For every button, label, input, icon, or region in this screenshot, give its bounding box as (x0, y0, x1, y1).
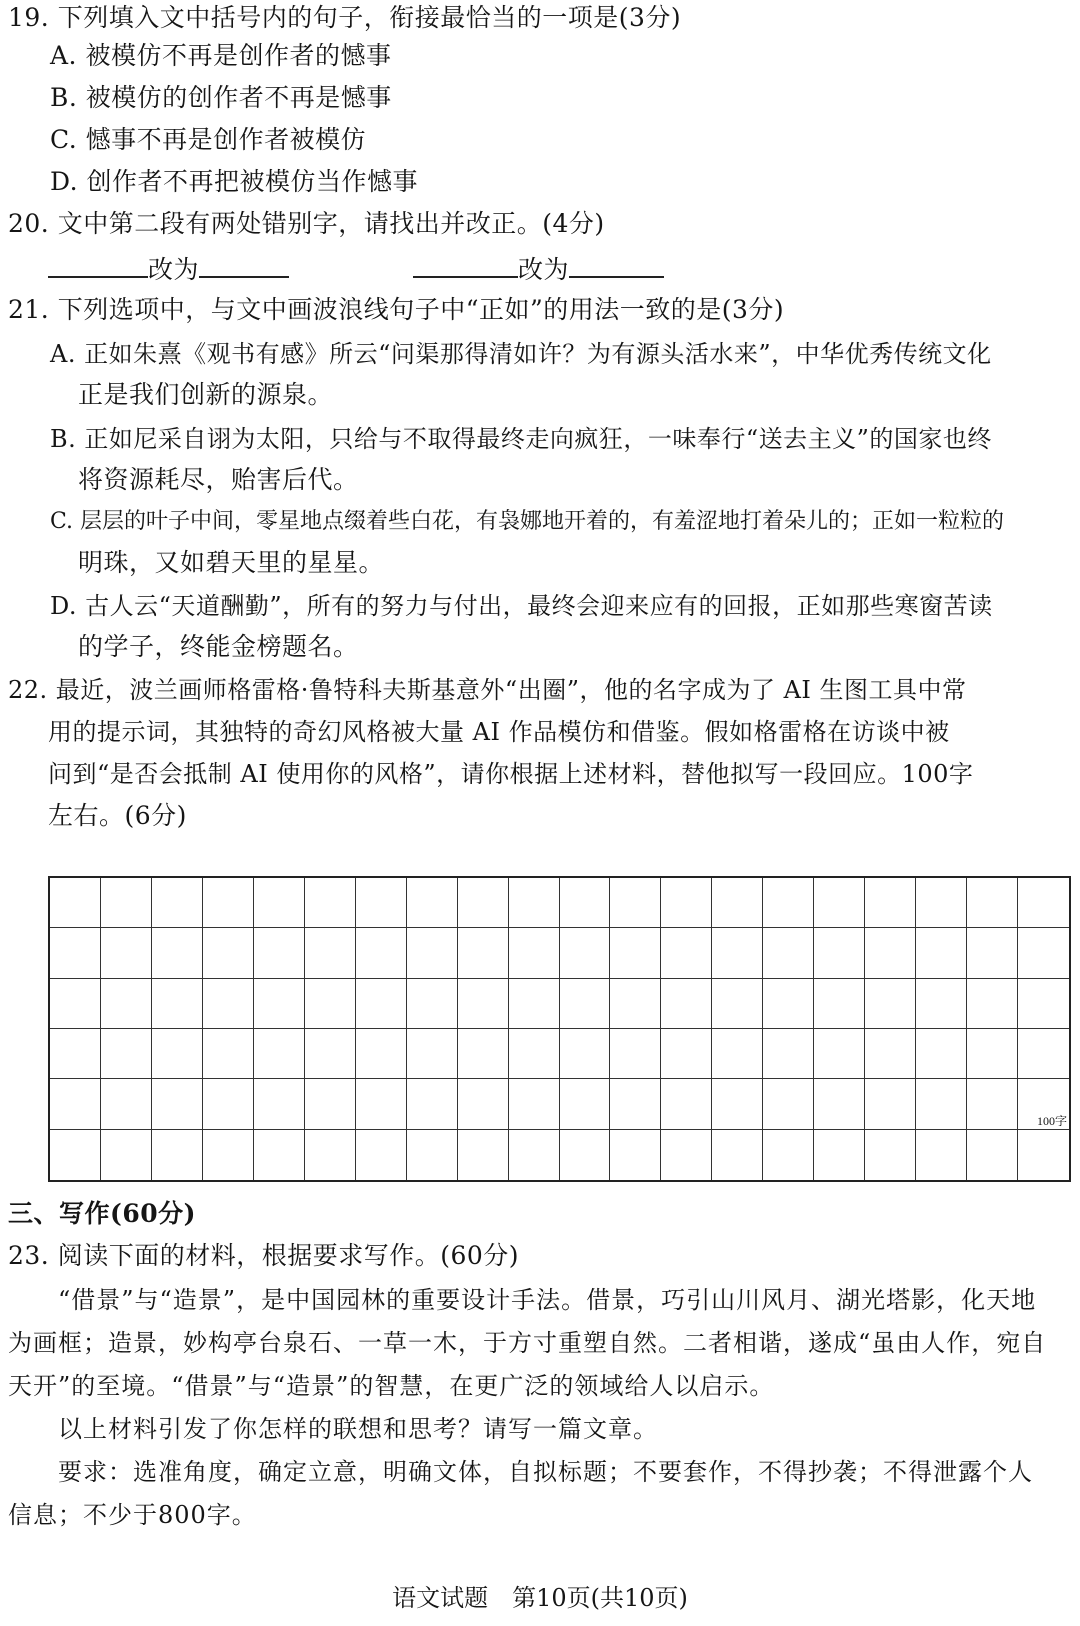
grid-cell[interactable] (763, 1079, 814, 1129)
grid-100-char-mark: 100字 (1036, 1113, 1067, 1128)
grid-cell[interactable] (814, 928, 865, 978)
grid-cell[interactable] (763, 979, 814, 1029)
grid-cell[interactable] (458, 979, 509, 1029)
page-footer: 语文试题 第10页(共10页) (392, 1584, 688, 1612)
q19-option-c: C. 憾事不再是创作者被模仿 (50, 125, 367, 154)
question-22-line1: 22. 最近，波兰画师格雷格·鲁特科夫斯基意外“出圈”，他的名字成为了 AI 生图工具中常 (8, 676, 967, 704)
grid-cell[interactable] (407, 1079, 458, 1129)
grid-cell[interactable] (763, 878, 814, 928)
grid-cell[interactable] (101, 928, 152, 978)
grid-cell[interactable] (865, 928, 916, 978)
grid-cell[interactable] (101, 1079, 152, 1129)
grid-cell[interactable] (50, 1079, 101, 1129)
grid-cell[interactable] (763, 928, 814, 978)
grid-cell[interactable] (814, 878, 865, 928)
grid-cell[interactable] (458, 928, 509, 978)
grid-cell[interactable] (814, 979, 865, 1029)
q23-material: “借景”与“造景”，是中国园林的重要设计手法。借景，巧引山川风月、湖光塔影，化天地为画框；造景，妙构亭台泉石、一草一木，于方寸重塑自然。二者相谐，遂成“虽由人作，宛自天开”的至境。“借景”与“造景”的智慧，在更广泛的领域给人以启示。 (8, 1286, 1047, 1400)
grid-cell[interactable] (509, 1130, 560, 1180)
grid-cell[interactable] (560, 1079, 611, 1129)
grid-cell[interactable] (305, 1130, 356, 1180)
grid-cell[interactable] (610, 878, 661, 928)
q21-option-d-line2: 的学子，终能金榜题名。 (78, 632, 359, 661)
grid-cell[interactable] (814, 1029, 865, 1079)
grid-cell[interactable] (712, 979, 763, 1029)
grid-cell[interactable] (865, 979, 916, 1029)
grid-cell[interactable] (356, 1029, 407, 1079)
q19-option-a: A. 被模仿不再是创作者的憾事 (50, 41, 392, 70)
grid-cell[interactable] (916, 979, 967, 1029)
question-22-line2: 用的提示词，其独特的奇幻风格被大量 AI 作品模仿和借鉴。假如格雷格在访谈中被 (48, 718, 950, 746)
grid-cell[interactable] (661, 878, 712, 928)
grid-cell[interactable] (101, 979, 152, 1029)
grid-cell[interactable] (152, 979, 203, 1029)
grid-cell[interactable] (305, 878, 356, 928)
grid-cell[interactable] (50, 928, 101, 978)
grid-cell[interactable] (458, 1029, 509, 1079)
q23-material-block (8, 1279, 1048, 1537)
grid-cell[interactable] (661, 1130, 712, 1180)
grid-cell[interactable] (967, 1029, 1018, 1079)
grid-cell[interactable] (203, 1029, 254, 1079)
grid-cell[interactable] (305, 928, 356, 978)
grid-cell[interactable] (712, 928, 763, 978)
grid-cell[interactable] (712, 878, 763, 928)
grid-cell[interactable] (1018, 979, 1069, 1029)
grid-cell[interactable] (203, 878, 254, 928)
grid-cell[interactable] (152, 928, 203, 978)
q20-change-word-2: 改为 (518, 255, 570, 284)
grid-cell[interactable] (356, 878, 407, 928)
question-23-stem: 23. 阅读下面的材料，根据要求写作。(60分) (8, 1241, 520, 1270)
grid-cell[interactable] (254, 1029, 305, 1079)
grid-cell[interactable] (1018, 1079, 1069, 1129)
q19-option-b: B. 被模仿的创作者不再是憾事 (50, 83, 392, 112)
grid-cell[interactable] (509, 928, 560, 978)
grid-cell[interactable] (254, 878, 305, 928)
grid-cell[interactable] (763, 1029, 814, 1079)
grid-cell[interactable] (712, 1079, 763, 1129)
grid-cell[interactable] (101, 1130, 152, 1180)
grid-cell[interactable] (967, 878, 1018, 928)
grid-cell[interactable] (1018, 1130, 1069, 1180)
grid-cell[interactable] (967, 1130, 1018, 1180)
grid-cell[interactable] (509, 1029, 560, 1079)
q19-option-d: D. 创作者不再把被模仿当作憾事 (50, 167, 419, 196)
grid-cell[interactable] (610, 928, 661, 978)
grid-cell[interactable] (50, 878, 101, 928)
grid-cell[interactable] (407, 979, 458, 1029)
grid-cell[interactable] (967, 928, 1018, 978)
grid-cell[interactable] (50, 979, 101, 1029)
grid-cell[interactable] (50, 1029, 101, 1079)
grid-cell[interactable] (458, 1079, 509, 1129)
grid-cell[interactable] (560, 878, 611, 928)
grid-cell[interactable] (203, 928, 254, 978)
grid-cell[interactable] (458, 878, 509, 928)
grid-cell[interactable] (814, 1130, 865, 1180)
question-22-line3: 问到“是否会抵制 AI 使用你的风格”，请你根据上述材料，替他拟写一段回应。100字 (48, 760, 974, 788)
grid-cell[interactable] (356, 928, 407, 978)
grid-cell[interactable] (407, 878, 458, 928)
grid-cell[interactable] (967, 1079, 1018, 1129)
grid-cell[interactable] (763, 1130, 814, 1180)
grid-cell[interactable] (356, 1130, 407, 1180)
q20-change-word-1: 改为 (148, 255, 200, 284)
grid-cell[interactable] (509, 878, 560, 928)
section-3-title: 三、写作(60分) (8, 1199, 196, 1228)
grid-cell[interactable] (254, 1130, 305, 1180)
answer-grid[interactable] (48, 876, 1071, 1182)
grid-cell[interactable] (916, 1130, 967, 1180)
grid-cell[interactable] (814, 1079, 865, 1129)
grid-cell[interactable] (661, 928, 712, 978)
q23-requirements: 要求：选准角度，确定立意，明确文体，自拟标题；不要套作，不得抄袭；不得泄露个人信息；不少于800字。 (8, 1458, 1033, 1529)
grid-cell[interactable] (610, 1130, 661, 1180)
grid-cell[interactable] (610, 1029, 661, 1079)
grid-cell[interactable] (407, 928, 458, 978)
grid-cell[interactable] (305, 979, 356, 1029)
q21-option-a-line2: 正是我们创新的源泉。 (78, 380, 334, 409)
q21-option-a-line1: A. 正如朱熹《观书有感》所云“问渠那得清如许？为有源头活水来”，中华优秀传统文化 (50, 340, 992, 368)
grid-cell[interactable] (1018, 928, 1069, 978)
grid-cell[interactable] (560, 979, 611, 1029)
grid-cell[interactable] (712, 1130, 763, 1180)
grid-cell[interactable] (203, 1130, 254, 1180)
q20-answer-line-2 (413, 250, 664, 288)
grid-cell[interactable] (865, 1029, 916, 1079)
grid-cell[interactable] (916, 1079, 967, 1129)
question-21-stem: 21. 下列选项中，与文中画波浪线句子中“正如”的用法一致的是(3分) (8, 295, 785, 324)
q21-option-d-line1: D. 古人云“天道酬勤”，所有的努力与付出，最终会迎来应有的回报，正如那些寒窗苦读 (50, 592, 993, 620)
grid-cell[interactable] (356, 1079, 407, 1129)
grid-cell[interactable] (203, 1079, 254, 1129)
grid-cell[interactable] (865, 878, 916, 928)
grid-cell[interactable] (610, 1079, 661, 1129)
q23-prompt: 以上材料引发了你怎样的联想和思考？请写一篇文章。 (58, 1415, 658, 1443)
grid-cell[interactable] (1018, 1029, 1069, 1079)
grid-cell[interactable] (152, 878, 203, 928)
grid-cell[interactable] (610, 979, 661, 1029)
grid-cell[interactable] (305, 1029, 356, 1079)
grid-cell[interactable] (916, 878, 967, 928)
grid-cell[interactable] (661, 1079, 712, 1129)
grid-cell[interactable] (407, 1130, 458, 1180)
question-19-stem: 19. 下列填入文中括号内的句子，衔接最恰当的一项是(3分) (8, 3, 682, 32)
grid-cell[interactable] (967, 979, 1018, 1029)
question-22-line4: 左右。(6分) (48, 801, 187, 830)
grid-cell[interactable] (458, 1130, 509, 1180)
grid-cell[interactable] (560, 1130, 611, 1180)
q21-option-b-line1: B. 正如尼采自诩为太阳，只给与不取得最终走向疯狂，一味奉行“送去主义”的国家也终 (50, 425, 992, 453)
grid-cell[interactable] (509, 1079, 560, 1129)
grid-cell[interactable] (560, 1029, 611, 1079)
grid-cell[interactable] (865, 1130, 916, 1180)
q20-blank-2a[interactable] (413, 250, 518, 278)
q21-option-c-line2: 明珠，又如碧天里的星星。 (78, 548, 385, 577)
q20-blank-1a[interactable] (48, 250, 148, 278)
grid-cell[interactable] (865, 1079, 916, 1129)
grid-cell[interactable] (712, 1029, 763, 1079)
grid-cell[interactable] (661, 979, 712, 1029)
q20-blank-1b[interactable] (199, 250, 289, 278)
grid-cell[interactable] (152, 1130, 203, 1180)
grid-cell[interactable] (916, 1029, 967, 1079)
q20-blank-2b[interactable] (569, 250, 664, 278)
grid-cell[interactable] (509, 979, 560, 1029)
grid-cell[interactable] (50, 1130, 101, 1180)
q21-option-c-line1: C. 层层的叶子中间，零星地点缀着些白花，有袅娜地开着的，有羞涩地打着朵儿的；正如一粒粒的 (50, 509, 1005, 534)
grid-cell[interactable] (661, 1029, 712, 1079)
question-20-stem: 20. 文中第二段有两处错别字，请找出并改正。(4分) (8, 209, 605, 238)
grid-cell[interactable] (203, 979, 254, 1029)
grid-cell[interactable] (254, 979, 305, 1029)
grid-cell[interactable] (254, 928, 305, 978)
grid-cell[interactable] (916, 928, 967, 978)
grid-cell[interactable] (101, 1029, 152, 1079)
q20-answer-line-1 (48, 250, 289, 288)
q21-option-b-line2: 将资源耗尽，贻害后代。 (78, 465, 359, 494)
grid-cell[interactable] (152, 1029, 203, 1079)
grid-cell[interactable] (152, 1079, 203, 1129)
grid-cell[interactable] (356, 979, 407, 1029)
grid-cell[interactable] (254, 1079, 305, 1129)
grid-cell[interactable] (305, 1079, 356, 1129)
grid-cell[interactable] (1018, 878, 1069, 928)
grid-cell[interactable] (101, 878, 152, 928)
grid-cell[interactable] (560, 928, 611, 978)
grid-cell[interactable] (407, 1029, 458, 1079)
